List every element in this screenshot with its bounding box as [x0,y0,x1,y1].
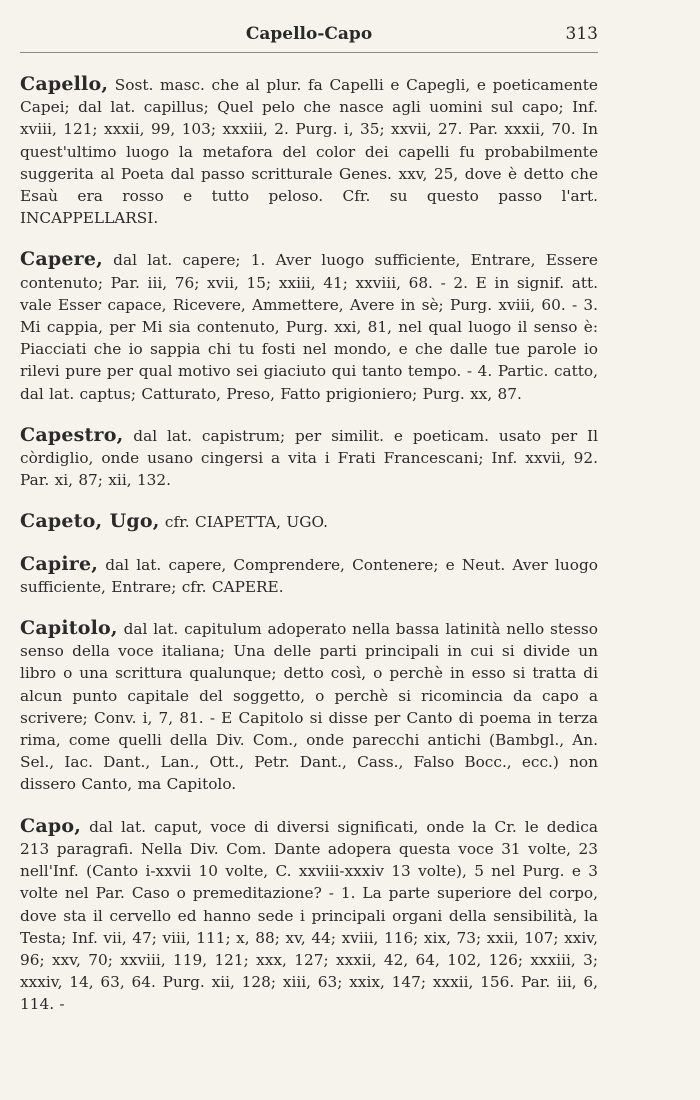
entry-text: cfr. CIAPETTA, UGO. [164,513,328,532]
headword: Capo, [20,814,82,837]
entry-text: dal lat. capere, Comprendere, Contenere; e Neut. Aver luogo sufficiente, Entrare; cfr. CAPERE. [20,555,598,596]
headword: Capestro, [20,423,124,446]
running-title: Capello-Capo [245,24,373,44]
entry-capere [20,248,598,404]
entry-text: dal lat. capere; 1. Aver luogo sufficiente, Entrare, Essere contenuto; Par. iii, 76; xvii, 15; xxiii, 41; xxviii, 68. - 2. E in signif. att. vale Esser capace, Ricevere, Ammettere, Avere in sè; Purg. xviii, 60. - 3. Mi cappia, per Mi sia contenuto, Purg. xxi, 81, nel qual luogo il senso è: Piacciati che io sappia chi tu fosti nel mondo, e che dalle tue parole io rilevi pure per qual motivo sei giaciuto qui tanto tempo. - 4. Partic. catto, dal lat. captus; Catturato, Preso, Fatto prigioniero; Purg. xx, 87. [20,251,598,403]
headword: Capello, [20,73,109,95]
headword: Capere, [20,248,103,271]
entry-capitolo [20,617,598,796]
entry-capeto-ugo [20,510,598,533]
entry-text: dal lat. caput, voce di diversi significati, onde la Cr. le dedica 213 paragrafi. Nella Div. Com. Dante adopera questa voce 31 volte, 23 nell'Inf. (Canto i-xxvii 10 volte, C. xxviii-xxxiv 13 volte), 5 nel Purg. e 3 volte nel Par. Caso o premeditazione? - 1. La parte superiore del corpo, dove sta il cervello ed hanno sede i principali organi della sensibilità, la Testa; Inf. vii, 47; viii, 111; x, 88; xv, 44; xviii, 116; xix, 73; xxii, 107; xxiv, 96; xxv, 70; xxviii, 119, 121; xxx, 127; xxxii, 42, 64, 102, 126; xxxiii, 3; xxxiv, 14, 63, 64. Purg. xii, 128; xiii, 63; xxix, 147; xxxii, 156. Par. iii, 6, 114. - [20,817,598,1014]
dictionary-page [20,18,598,1035]
running-head [20,18,598,53]
entry-capello [20,73,598,229]
entry-capestro [20,424,598,492]
entry-text: Sost. masc. che al plur. fa Capelli e Capegli, e poeticamente Capei; dal lat. capillus; Quel pelo che nasce agli uomini sul capo; Inf. xviii, 121; xxxii, 99, 103; xxxiii, 2. Purg. i, 35; xxvii, 27. Par. xxxii, 70. In quest'ultimo luogo la metafora del color dei capelli fu probabilmente suggerita al Poeta dal passo scritturale Genes. xxv, 25, dove è detto che Esaù era rosso e tutto peloso. Cfr. su questo passo l'art. INCAPPELLARSI. [20,76,598,228]
headword: Capeto, Ugo, [20,510,160,533]
headword: Capitolo, [20,617,118,640]
entry-capire [20,553,598,598]
entry-text: dal lat. capistrum; per similit. e poeticam. usato per Il còrdiglio, onde usano cingersi a vita i Frati Francescani; Inf. xxvii, 92. Par. xi, 87; xii, 132. [20,426,598,490]
headword: Capire, [20,552,99,575]
entry-capo [20,815,598,1016]
entry-text: dal lat. capitulum adoperato nella bassa latinità nello stesso senso della voce italiana; Una delle parti principali in cui si divide un libro o una scrittura qualunque; detto così, o perchè in esso si tratta di alcun punto capitale del soggetto, o perchè si ricomincia da capo a scrivere; Conv. i, 7, 81. - E Capitolo si disse per Canto di poema in terza rima, come quelli della Div. Com., onde parecchi antichi (Bambgl., An. Sel., Iac. Dant., Lan., Ott., Petr. Dant., Cass., Falso Bocc., ecc.) non dissero Canto, ma Capitolo. [20,620,598,794]
page-number: 313 [565,24,598,44]
